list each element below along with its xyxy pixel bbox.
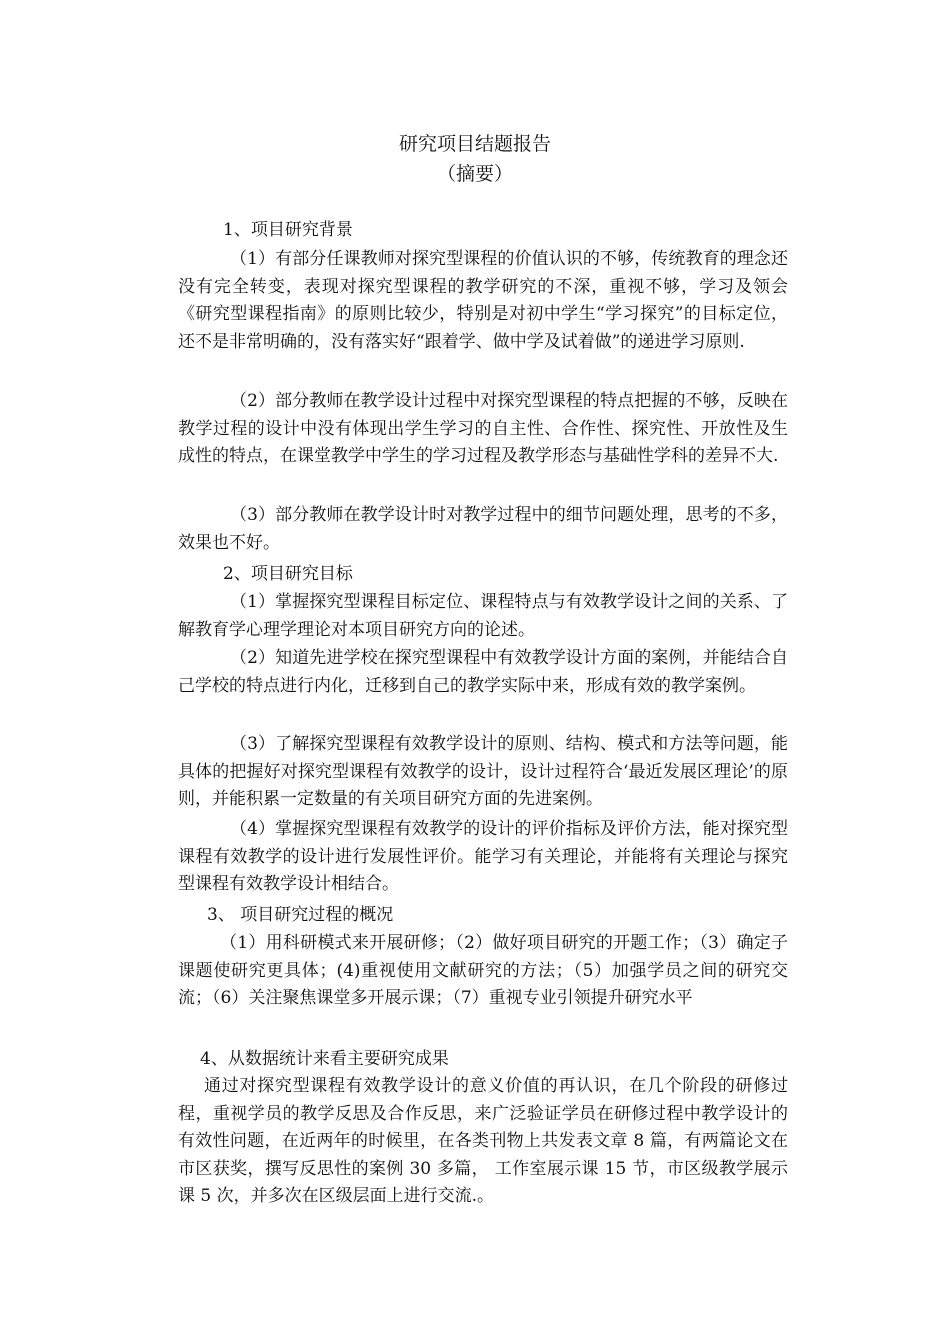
paragraph-process-1: （1）用科研模式来开展研修；（2）做好项目研究的开题工作；（3）确定子课题使研究更具体；(4)重视使用文献研究的方法；（5）加强学员之间的研究交流；（6）关注聚焦课堂多开展示课；（7）重视专业引领提升研究水平 bbox=[178, 933, 788, 1008]
paragraph-goals-1: （1）掌握探究型课程目标定位、课程特点与有效教学设计之间的关系、了解教育学心理学理论对本项目研究方向的论述。 bbox=[178, 592, 788, 640]
paragraph-goals-4: （4）掌握探究型课程有效教学的设计的评价指标及评价方法，能对探究型课程有效教学的设计进行发展性评价。能学习有关理论，并能将有关理论与探究型课程有效教学设计相结合。 bbox=[178, 819, 788, 894]
paragraph-results-1: 通过对探究型课程有效教学设计的意义价值的再认识，在几个阶段的研修过程，重视学员的教学反思及合作反思，来广泛验证学员在研修过程中教学设计的有效性问题，在近两年的时候里，在各类刊物上共发表文章 8 篇，有两篇论文在市区获奖，撰写反思性的案例 30 多篇， 工作室展示课 15 节，市区级教学展示课 5 次，并多次在区级层面上进行交流.。 bbox=[178, 1076, 788, 1206]
paragraph-goals-2: （2）知道先进学校在探究型课程中有效教学设计方面的案例，并能结合自己学校的特点进行内化，迁移到自己的教学实际中来，形成有效的教学案例。 bbox=[178, 648, 788, 696]
document-subtitle: （摘要） bbox=[436, 163, 513, 185]
paragraph-background-2: （2）部分教师在教学设计过程中对探究型课程的特点把握的不够，反映在教学过程的设计中没有体现出学生学习的自主性、合作性、探究性、开放性及生成性的特点，在课堂教学中学生的学习过程及教学形态与基础性学科的差异不大. bbox=[178, 391, 788, 466]
document-title: 研究项目结题报告 bbox=[398, 133, 551, 155]
paragraph-background-1: （1）有部分任课教师对探究型课程的价值认识的不够，传统教育的理念还没有完全转变，表现对探究型课程的教学研究的不深，重视不够，学习及领会《研究型课程指南》的原则比较少，特别是对初中学生“学习探究”的目标定位，还不是非常明确的，没有落实好“跟着学、做中学及试着做”的递进学习原则. bbox=[178, 249, 788, 352]
section-heading-goals: 2、项目研究目标 bbox=[223, 564, 353, 584]
paragraph-background-3: （3）部分教师在教学设计时对教学过程中的细节问题处理，思考的不多，效果也不好。 bbox=[178, 505, 788, 553]
section-heading-results: 4、从数据统计来看主要研究成果 bbox=[200, 1049, 449, 1069]
section-heading-process: 3、 项目研究过程的概况 bbox=[207, 905, 394, 925]
section-heading-background: 1、项目研究背景 bbox=[223, 220, 353, 240]
paragraph-goals-3: （3）了解探究型课程有效教学设计的原则、结构、模式和方法等问题，能具体的把握好对探究型课程有效教学的设计，设计过程符合‘最近发展区理论’的原则，并能积累一定数量的有关项目研究方面的先进案例。 bbox=[178, 734, 788, 809]
